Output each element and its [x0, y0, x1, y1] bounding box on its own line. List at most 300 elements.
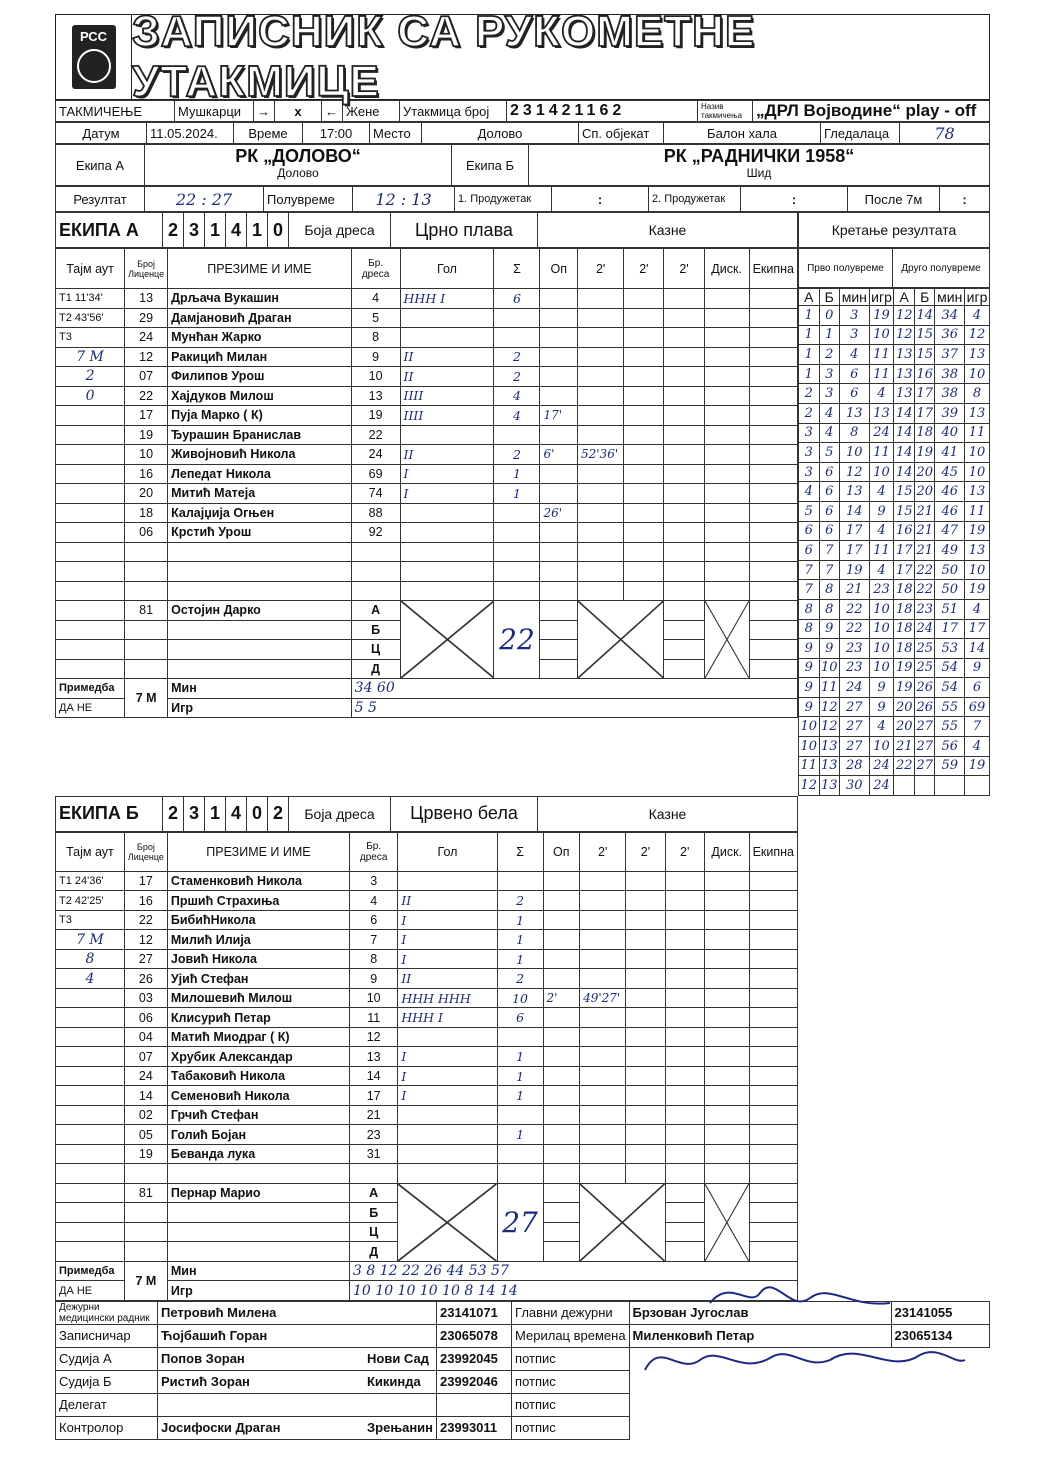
col-license: Број Лиценце	[125, 249, 168, 289]
exp-cell	[749, 620, 797, 640]
goal-tally: II	[400, 367, 494, 387]
score-cell: 19	[965, 756, 990, 776]
two-min-cell: 52'36'	[577, 445, 623, 465]
controller-no: 23993011	[437, 1416, 512, 1439]
official-slot: Б	[350, 1203, 398, 1223]
exp-cell	[749, 659, 797, 679]
score-cell: 12	[894, 325, 915, 345]
player-name: Митић Матеја	[168, 484, 352, 504]
timeout-cell	[56, 1008, 125, 1028]
score-cell: 11	[965, 501, 990, 521]
player-row	[56, 347, 798, 367]
score-cell: 8	[819, 580, 840, 600]
two-min-cell	[577, 523, 623, 543]
referee-b-name: Ристић Зоран	[158, 1370, 365, 1393]
jersey-cell: 8	[350, 949, 398, 969]
two-min-cell	[665, 930, 704, 950]
warning-cell	[543, 1105, 580, 1125]
medic-name: Петровић Милена	[158, 1301, 365, 1324]
disq-cell	[704, 988, 749, 1008]
score-cell: 17	[840, 521, 870, 541]
score-cell: 46	[935, 482, 965, 502]
warning-cell	[540, 367, 578, 387]
jersey-cell: 10	[351, 367, 400, 387]
goal-tally: II	[400, 445, 494, 465]
score-cell: 15	[914, 325, 935, 345]
player-row	[56, 503, 798, 523]
team-b-code-digit: 2	[268, 796, 289, 831]
venue-value: Балон хала	[664, 123, 821, 144]
score-cell: 14	[894, 443, 915, 463]
score-cell: 21	[914, 501, 935, 521]
two-min-cell	[665, 969, 704, 989]
disq-cell	[704, 871, 749, 891]
women-label: Жене	[343, 101, 400, 122]
two-min-cell	[626, 1164, 665, 1184]
team-b-kit-label: Боја дреса	[289, 796, 391, 831]
player-name	[168, 562, 352, 582]
jersey-cell: 4	[351, 289, 400, 309]
referee-a-no: 23992045	[437, 1347, 512, 1370]
official-slot: А	[350, 1183, 398, 1203]
license-cell: 24	[124, 1066, 167, 1086]
timeout-cell: 2	[56, 367, 125, 387]
exp-cell	[749, 367, 797, 387]
player-name	[167, 1164, 349, 1184]
player-row	[56, 910, 798, 930]
exp-cell	[749, 601, 797, 621]
team-a-block	[55, 212, 990, 796]
comp-name: „ДРЛ Војводине“ play - off	[753, 101, 990, 122]
license-cell	[124, 1164, 167, 1184]
women-arrow: ←	[322, 101, 343, 122]
two-min-cell	[624, 503, 664, 523]
score-cell: 13	[894, 364, 915, 384]
score-cell: 49	[935, 541, 965, 561]
goal-sum: 2	[494, 445, 540, 465]
player-name: Хрубик Александар	[167, 1047, 349, 1067]
player-row	[56, 484, 798, 504]
timeout-cell	[56, 1242, 125, 1262]
referee-a-city: Нови Сад	[364, 1347, 437, 1370]
disq-cell	[704, 484, 749, 504]
yes-no-cell: ДА НЕ	[56, 698, 125, 718]
player-row	[56, 386, 798, 406]
two-min-cell	[626, 969, 665, 989]
score-col-header: мин	[840, 289, 870, 306]
min-label: Мин	[167, 1261, 349, 1281]
jersey-cell: 23	[350, 1125, 398, 1145]
player-row	[56, 425, 798, 445]
two-min-cell	[664, 562, 704, 582]
spectators-value: 78	[900, 123, 990, 144]
score-cell: 10	[965, 364, 990, 384]
official-cross	[577, 601, 663, 679]
timeout-cell	[56, 581, 125, 601]
two-min-cell	[580, 1125, 626, 1145]
two-min-cell: 49'27'	[580, 988, 626, 1008]
score-cell: 10	[965, 462, 990, 482]
exp-cell	[749, 1008, 797, 1028]
official-cross	[400, 601, 494, 679]
goal-tally	[398, 1125, 497, 1145]
timer-name: Миленковић Петар	[629, 1324, 891, 1347]
score-cell: 13	[965, 403, 990, 423]
jersey-cell: 19	[351, 406, 400, 426]
official-cross	[704, 1183, 749, 1261]
timeout-cell	[56, 1105, 125, 1125]
player-row	[56, 930, 798, 950]
score-cell: 19	[965, 580, 990, 600]
license-cell: 27	[124, 949, 167, 969]
score-cell: 10	[965, 560, 990, 580]
score-cell: 19	[894, 678, 915, 698]
score-cell: 8	[799, 619, 820, 639]
score-cell: 14	[965, 639, 990, 659]
player-name	[168, 640, 352, 660]
exp-cell	[749, 910, 797, 930]
jersey-cell	[351, 542, 400, 562]
score-col-header: мин	[935, 289, 965, 306]
player-name: Јовић Никола	[167, 949, 349, 969]
score-cell: 4	[799, 482, 820, 502]
score-cell: 3	[799, 462, 820, 482]
warning-cell	[543, 1066, 580, 1086]
score-cell: 22	[840, 619, 870, 639]
two-min-cell	[665, 1066, 704, 1086]
score-cell: 18	[894, 599, 915, 619]
timeout-cell	[56, 464, 125, 484]
goal-tally: II	[398, 891, 497, 911]
score-cell: 17	[894, 560, 915, 580]
warning-cell	[543, 1125, 580, 1145]
two-min-cell	[626, 930, 665, 950]
ot1-label: 1. Продужетак	[455, 187, 552, 212]
two-min-cell	[665, 1027, 704, 1047]
jersey-cell: 31	[350, 1144, 398, 1164]
warning-cell: 6'	[540, 445, 578, 465]
team-b-head	[55, 796, 798, 832]
score-cell: 11	[799, 756, 820, 776]
score-cell: 4	[840, 345, 870, 365]
jersey-cell: 17	[350, 1086, 398, 1106]
timeout-cell: 0	[56, 386, 125, 406]
disq-cell	[704, 1047, 749, 1067]
goal-tally	[398, 1144, 497, 1164]
license-cell	[125, 542, 168, 562]
score-row	[799, 482, 990, 502]
player-name: БибићНикола	[167, 910, 349, 930]
after7m-label: После 7м	[848, 187, 940, 212]
time-value: 17:00	[303, 123, 370, 144]
team-a-code-digit: 3	[184, 213, 205, 248]
col-goal: Гол	[398, 832, 497, 871]
score-cell: 19	[914, 443, 935, 463]
goal-sum: 2	[494, 347, 540, 367]
score-cell: 6	[819, 462, 840, 482]
team-b-code-digit: 1	[205, 796, 226, 831]
warning-cell	[540, 308, 578, 328]
first-half-label: Прво полувреме	[799, 249, 893, 288]
score-cell: 20	[914, 482, 935, 502]
score-cell: 9	[819, 639, 840, 659]
two-min-cell	[624, 464, 664, 484]
player-row	[56, 562, 798, 582]
two-min-cell	[665, 1008, 704, 1028]
warning-cell	[540, 562, 578, 582]
exp-cell	[749, 891, 797, 911]
score-cell: 38	[935, 364, 965, 384]
two-min-cell	[626, 988, 665, 1008]
score-cell: 4	[819, 423, 840, 443]
player-row	[56, 949, 798, 969]
score-cell: 8	[840, 423, 870, 443]
play-label: Игр	[168, 698, 352, 718]
comp-name-label: Назив такмичења	[698, 101, 753, 122]
score-cell: 17	[840, 541, 870, 561]
exp-cell	[749, 1203, 797, 1223]
goal-sum: 2	[497, 969, 543, 989]
team-a-code-digit: 1	[247, 213, 268, 248]
official-slot: Б	[351, 620, 400, 640]
min-values: 34 60	[351, 679, 797, 699]
disq-cell	[704, 367, 749, 387]
license-cell: 19	[125, 425, 168, 445]
score-cell: 19	[869, 306, 894, 326]
disq-cell	[704, 1008, 749, 1028]
two-min-cell	[626, 1144, 665, 1164]
two-min-cell	[577, 347, 623, 367]
score-cell: 13	[965, 482, 990, 502]
score-row	[799, 776, 990, 796]
score-cell: 6	[840, 384, 870, 404]
warning-cell	[543, 969, 580, 989]
score-cell: 24	[869, 776, 894, 796]
exp-cell	[749, 930, 797, 950]
timeout-cell	[56, 425, 125, 445]
controller-city: Зрењанин	[364, 1416, 437, 1439]
medic-no: 23141071	[437, 1301, 512, 1324]
score-cell: 9	[965, 658, 990, 678]
score-cell: 18	[894, 639, 915, 659]
score-cell: 6	[819, 482, 840, 502]
score-cell: 4	[869, 482, 894, 502]
score-cell: 18	[894, 580, 915, 600]
disq-cell	[704, 1144, 749, 1164]
two-min-cell	[580, 1047, 626, 1067]
score-cell: 22	[840, 599, 870, 619]
goal-sum	[494, 503, 540, 523]
timeout-cell: 8	[56, 949, 125, 969]
empty-cell	[364, 1301, 437, 1324]
score-cell: 9	[869, 678, 894, 698]
exp-cell	[749, 1086, 797, 1106]
score-cell: 4	[965, 599, 990, 619]
score-cell: 27	[914, 717, 935, 737]
jersey-cell	[351, 581, 400, 601]
player-row	[56, 969, 798, 989]
score-cell: 14	[914, 306, 935, 326]
exp-cell	[749, 640, 797, 660]
goal-sum	[494, 581, 540, 601]
two-min-cell	[626, 1086, 665, 1106]
two-min-cell	[665, 1125, 704, 1145]
min-label: Мин	[168, 679, 352, 699]
team-b-player-table	[55, 832, 798, 1301]
timeout-cell: T1 11'34'	[56, 289, 125, 309]
goal-tally: I	[400, 484, 494, 504]
score-cell: 11	[869, 443, 894, 463]
jersey-cell: 11	[350, 1008, 398, 1028]
disq-cell	[704, 523, 749, 543]
player-name: Голић Бојан	[167, 1125, 349, 1145]
goal-sum: 1	[497, 1125, 543, 1145]
chief-label: Главни дежурни	[512, 1301, 630, 1324]
play-values: 10 10 10 10 10 8 14 14	[350, 1281, 798, 1301]
place-label: Место	[370, 123, 422, 144]
exp-cell	[749, 406, 797, 426]
score-col-header: игр	[965, 289, 990, 306]
two-min-cell	[664, 620, 704, 640]
warning-cell	[543, 871, 580, 891]
score-cell: 13	[840, 403, 870, 423]
team-a-player-table	[55, 248, 798, 718]
score-col-header: Б	[914, 289, 935, 306]
team-b-code-digit: 2	[163, 796, 184, 831]
disq-cell	[704, 930, 749, 950]
score-cell: 16	[894, 521, 915, 541]
player-name: Крстић Урош	[168, 523, 352, 543]
goal-sum: 1	[497, 910, 543, 930]
ball-icon	[77, 49, 111, 83]
two-min-cell	[664, 347, 704, 367]
score-cell: 23	[869, 580, 894, 600]
two-min-cell	[580, 871, 626, 891]
two-min-cell	[624, 347, 664, 367]
col-sum: Σ	[494, 249, 540, 289]
score-cell: 27	[914, 737, 935, 757]
score-cell: 2	[799, 384, 820, 404]
score-row	[799, 403, 990, 423]
player-row	[56, 1164, 798, 1184]
license-cell	[125, 562, 168, 582]
score-cell: 0	[819, 306, 840, 326]
score-cell: 4	[965, 306, 990, 326]
jersey-cell: 9	[350, 969, 398, 989]
player-name	[168, 620, 352, 640]
warning-cell	[543, 1144, 580, 1164]
player-row	[56, 523, 798, 543]
jersey-cell: 14	[350, 1066, 398, 1086]
warning-cell	[540, 620, 578, 640]
score-cell: 54	[935, 658, 965, 678]
two-min-cell	[664, 367, 704, 387]
score-cell: 18	[894, 619, 915, 639]
warning-cell	[540, 347, 578, 367]
exp-cell	[749, 1242, 797, 1262]
goal-tally: I	[398, 949, 497, 969]
referee-b-label: Судија Б	[56, 1370, 158, 1393]
player-name: Пршић Страхиња	[167, 891, 349, 911]
warning-cell	[543, 949, 580, 969]
two-min-cell	[664, 484, 704, 504]
result-table	[55, 186, 990, 212]
timeout-cell	[56, 1086, 125, 1106]
timeout-cell	[56, 445, 125, 465]
goal-sum: 1	[497, 1066, 543, 1086]
score-cell: 34	[935, 306, 965, 326]
score-row	[799, 541, 990, 561]
jersey-cell: 74	[351, 484, 400, 504]
score-cell: 25	[914, 658, 935, 678]
exp-cell	[749, 1047, 797, 1067]
jersey-cell: 69	[351, 464, 400, 484]
score-cell: 37	[935, 345, 965, 365]
license-cell: 07	[124, 1047, 167, 1067]
official-slot: Ц	[351, 640, 400, 660]
score-cell: 2	[799, 403, 820, 423]
two-min-cell	[577, 503, 623, 523]
player-name	[167, 1242, 349, 1262]
two-min-cell	[664, 581, 704, 601]
team-a-kit: Црно плава	[391, 213, 538, 248]
score-cell: 20	[914, 462, 935, 482]
score-cell: 1	[819, 325, 840, 345]
score-cell: 17	[935, 619, 965, 639]
player-name: Милић Илија	[167, 930, 349, 950]
scorer-label: Записничар	[56, 1324, 158, 1347]
score-cell: 9	[869, 501, 894, 521]
col-exp: Екипна	[749, 249, 797, 289]
exp-cell	[749, 464, 797, 484]
col-exp: Екипна	[749, 832, 797, 871]
team-b-code-digit: 4	[226, 796, 247, 831]
disq-cell	[704, 542, 749, 562]
official-license: 81	[125, 601, 168, 621]
goal-sum: 4	[494, 406, 540, 426]
two-min-cell	[665, 988, 704, 1008]
player-name: Пуја Марко ( К)	[168, 406, 352, 426]
two-min-cell	[580, 1027, 626, 1047]
score-cell: 24	[914, 619, 935, 639]
player-row	[56, 871, 798, 891]
col-2min: 2'	[580, 832, 626, 871]
two-min-cell	[626, 1008, 665, 1028]
score-cell: 39	[935, 403, 965, 423]
license-cell: 03	[124, 988, 167, 1008]
team-a-name: РК „ДОЛОВО“	[235, 146, 361, 166]
two-min-cell	[665, 1086, 704, 1106]
timeout-cell	[56, 1047, 125, 1067]
score-cell: 3	[819, 384, 840, 404]
goal-sum: 6	[494, 289, 540, 309]
jersey-cell: 12	[350, 1027, 398, 1047]
disq-cell	[704, 891, 749, 911]
score-cell: 24	[869, 756, 894, 776]
score-cell: 13	[965, 541, 990, 561]
license-cell: 17	[125, 406, 168, 426]
player-row	[56, 406, 798, 426]
score-row	[799, 364, 990, 384]
score-cell: 59	[935, 756, 965, 776]
sevenm-label: 7 М	[125, 679, 168, 718]
license-cell	[124, 1222, 167, 1242]
goal-sum: 1	[497, 1047, 543, 1067]
timeout-cell	[56, 406, 125, 426]
player-name: Клисурић Петар	[167, 1008, 349, 1028]
team-b-kit: Црвено бела	[391, 796, 538, 831]
team-a-penalties-label: Казне	[538, 213, 798, 248]
